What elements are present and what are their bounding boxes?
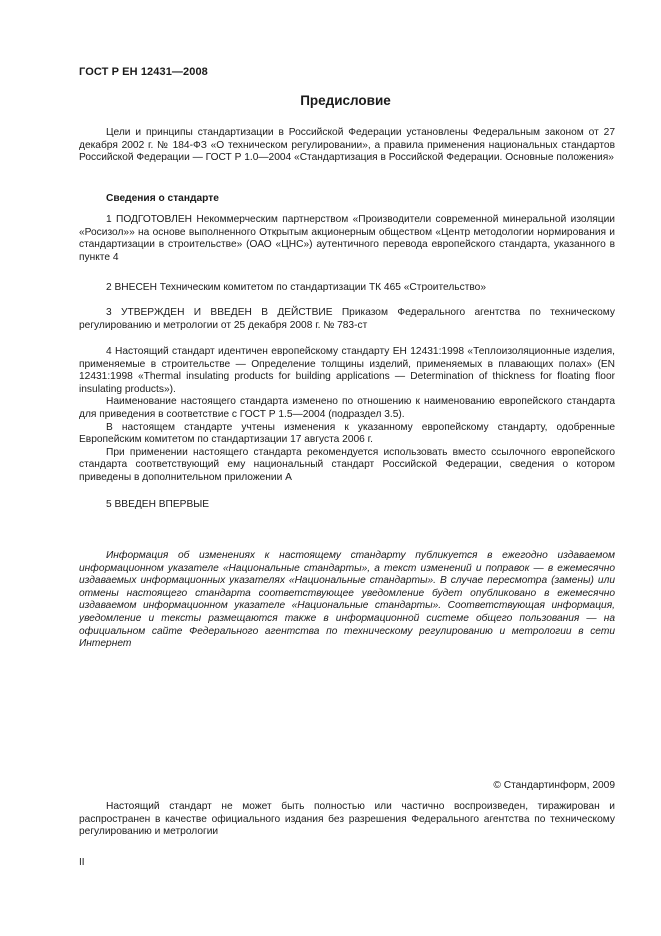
- item-1-block: [79, 214, 615, 264]
- info-heading: Сведения о стандарте: [106, 193, 219, 204]
- item-5-paragraph: 5 ВВЕДЕН ВПЕРВЫЕ: [106, 499, 210, 510]
- intro-block: [79, 127, 615, 165]
- page-title: Предисловие: [300, 93, 391, 108]
- notice-block: [79, 550, 615, 651]
- page-number: II: [79, 857, 85, 868]
- item-2-paragraph: 2 ВНЕСЕН Техническим комитетом по стандартизации ТК 465 «Строительство»: [106, 282, 486, 293]
- item-4-block: [79, 346, 615, 485]
- document-code: ГОСТ Р ЕН 12431—2008: [79, 66, 208, 78]
- item-3-block: [79, 307, 615, 332]
- item-4-paragraph-2: Наименование настоящего стандарта изменено по отношению к наименованию европейского стандарта для приведения в соответствие с ГОСТ Р 1.5—2004 (подраздел 3.5).: [79, 396, 615, 420]
- item-5-block: [79, 499, 615, 512]
- item-3-paragraph: 3 УТВЕРЖДЕН И ВВЕДЕН В ДЕЙСТВИЕ Приказом Федерального агентства по техническому регулированию и метрологии от 25 декабря 2008 г. № 783-ст: [79, 307, 615, 331]
- changes-notice: Информация об изменениях к настоящему стандарту публикуется в ежегодно издаваемом информационном указателе «Национальные стандарты», а текст изменений и поправок — в ежемесячно издаваемых информационных указателях «Национальные стандарты». В случае пересмотра (замены) или отмены настоящего стандарта соответствующее уведомление будет опубликовано в ежемесячно издаваемом информационном указателе «Национальные стандарты». Соответствующая информация, уведомление и тексты размещаются также в информационной системе общего пользования — на официальном сайте Федерального агентства по техническому регулированию и метрологии в сети Интернет: [79, 550, 615, 650]
- reproduction-block: [79, 801, 615, 839]
- item-4-paragraph-1: 4 Настоящий стандарт идентичен европейскому стандарту ЕН 12431:1998 «Теплоизоляционные изделия, применяемые в строительстве — Определение толщины изделий, применяемых в плавающих полах» (EN 12431:1998 «Thermal insulating products for building applications — Determination of thickness for floating floor insulating products»).: [79, 346, 615, 395]
- item-4-paragraph-4: При применении настоящего стандарта рекомендуется использовать вместо ссылочного европейского стандарта соответствующий ему национальный стандарт Российской Федерации, сведения о котором приведены в дополнительном приложении А: [79, 446, 615, 483]
- item-4-paragraph-3: В настоящем стандарте учтены изменения к указанному европейскому стандарту, одобренные Европейским комитетом по стандартизации 17 августа 2006 г.: [79, 421, 615, 446]
- item-2-block: [79, 282, 615, 295]
- copyright-notice: © Стандартинформ, 2009: [493, 780, 615, 791]
- reproduction-notice: Настоящий стандарт не может быть полностью или частично воспроизведен, тиражирован и распространен в качестве официального издания без разрешения Федерального агентства по техническому регулированию и метрологии: [79, 801, 615, 838]
- item-1-paragraph: 1 ПОДГОТОВЛЕН Некоммерческим партнерством «Производители современной минеральной изоляции «Росизол»» на основе выполненного Открытым акционерным обществом «Центр методологии нормирования и стандартизации в строительстве» (ОАО «ЦНС») аутентичного перевода европейского стандарта, указанного в пункте 4: [79, 214, 615, 263]
- intro-paragraph: Цели и принципы стандартизации в Российской Федерации установлены Федеральным законом от 27 декабря 2002 г. № 184-ФЗ «О техническом регулировании», а правила применения национальных стандартов Российской Федерации — ГОСТ Р 1.0—2004 «Стандартизация в Российской Федерации. Основные положения»: [79, 127, 615, 164]
